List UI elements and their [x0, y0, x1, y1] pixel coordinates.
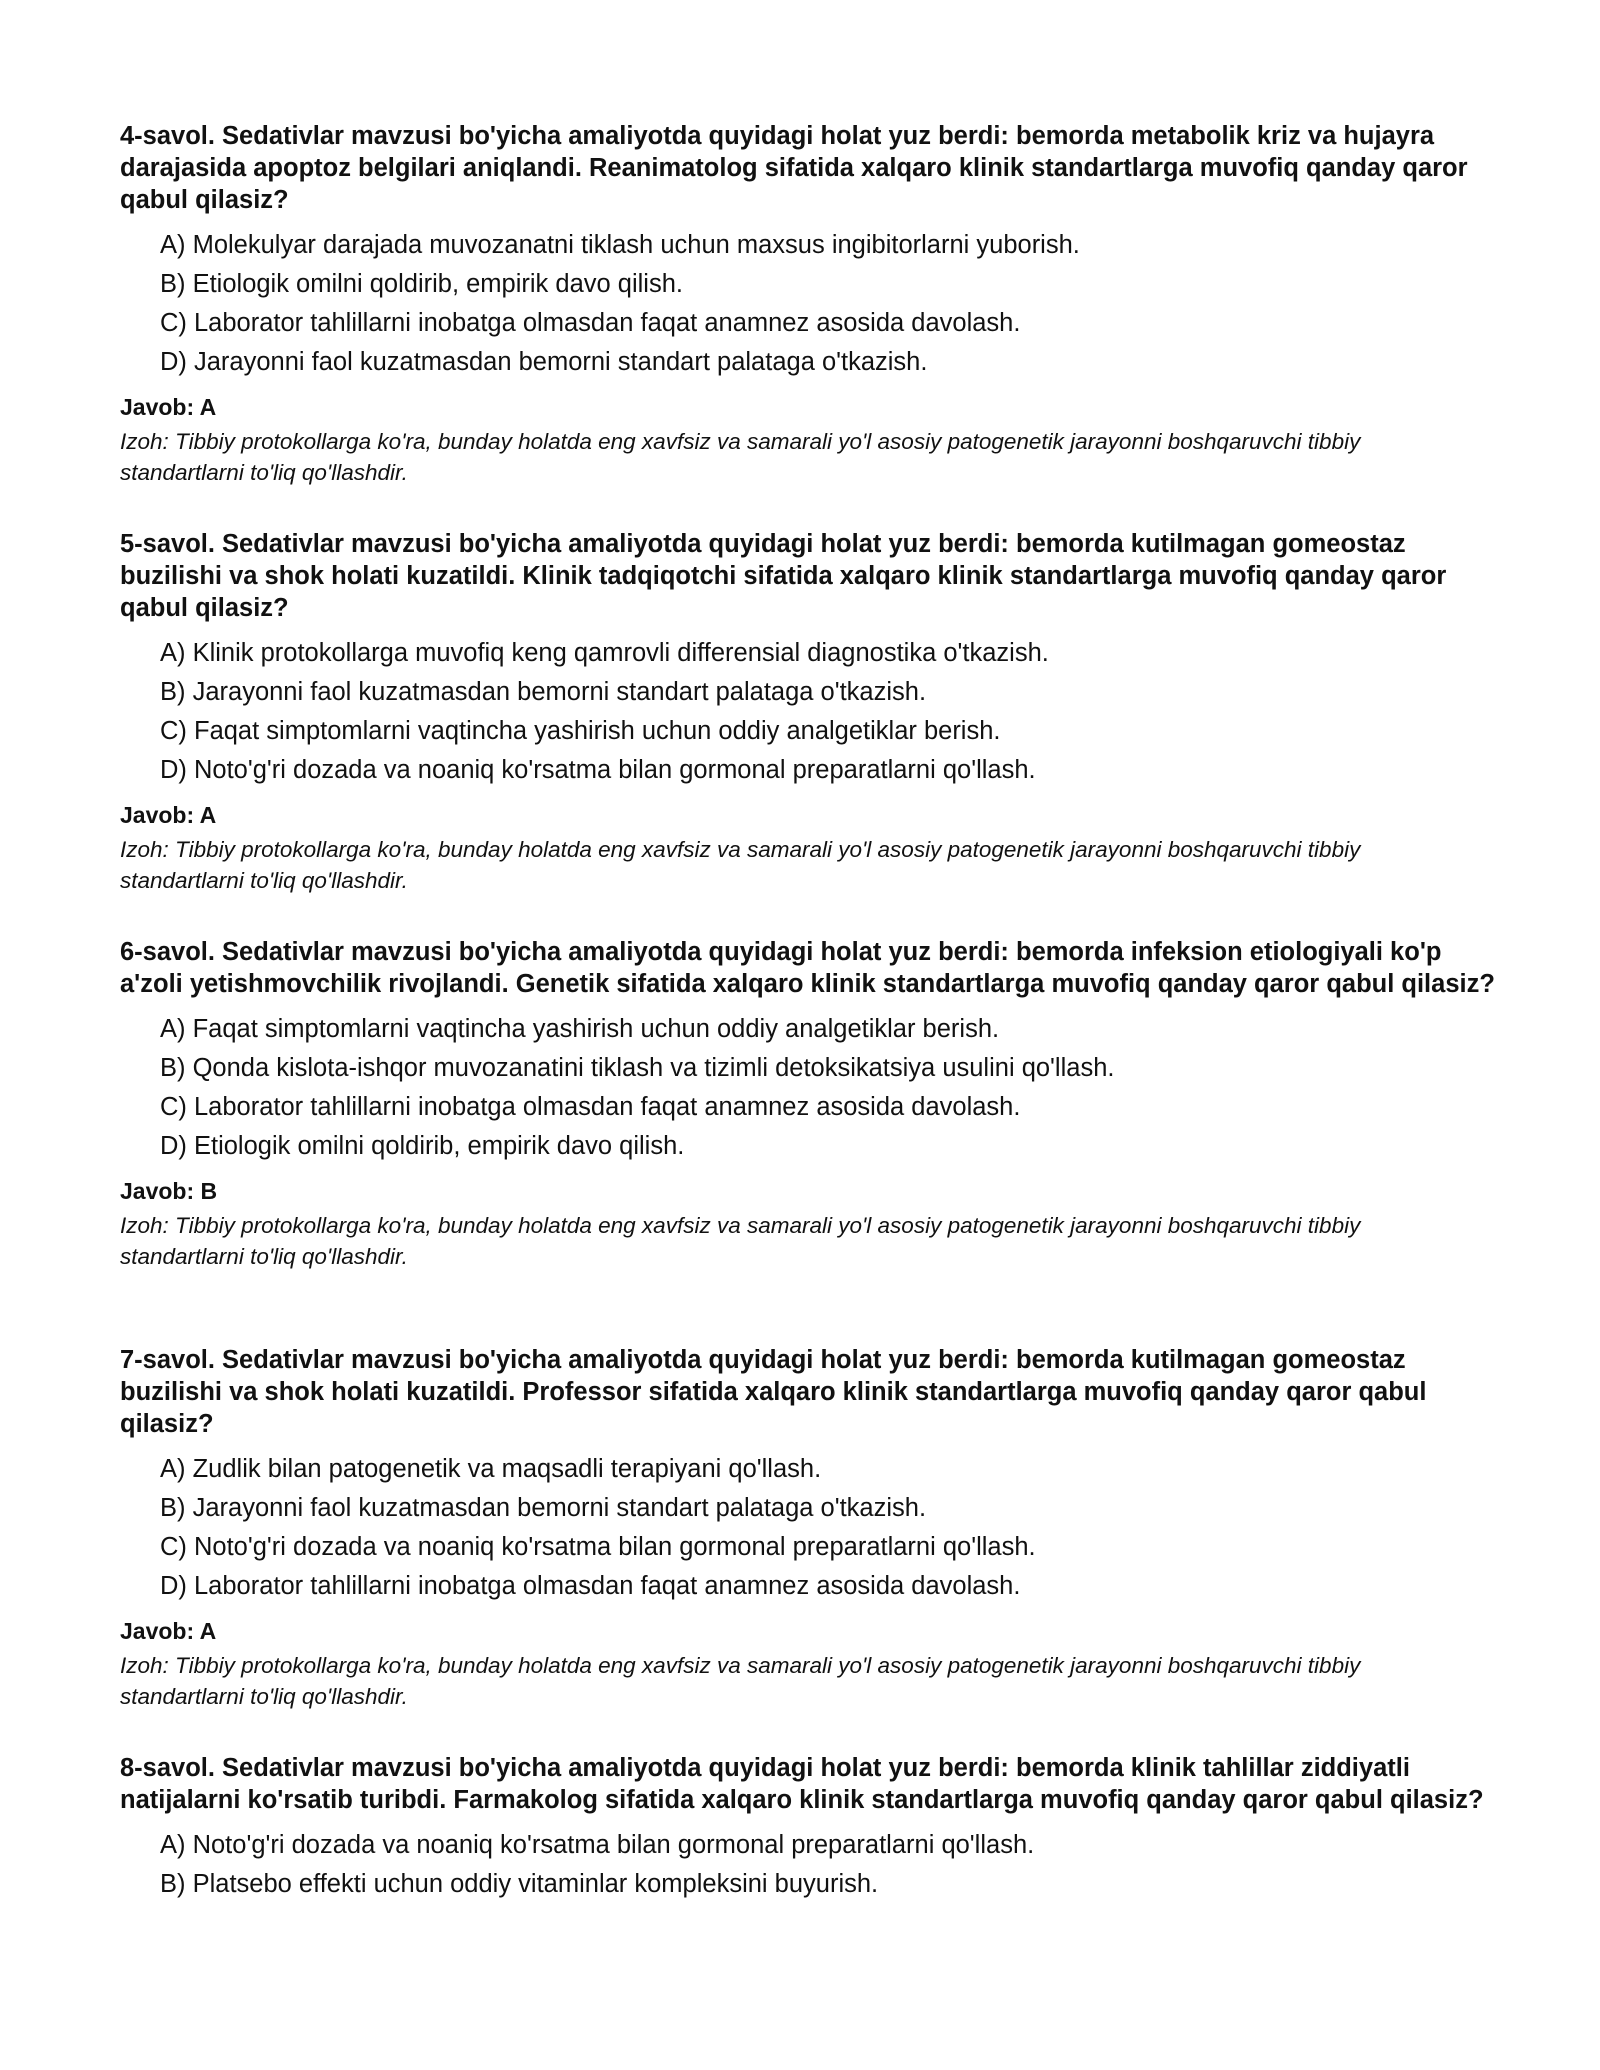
question-title: 6-savol. Sedativlar mavzusi bo'yicha amaliyotda quyidagi holat yuz berdi: bemorda infeksion etiologiyali ko'p a'zoli yetishmovchilik rivojlandi. Genetik sifatida xalqaro klinik standartlarga muvofiq qanday qaror qabul qilasiz? [120, 938, 1495, 998]
option-d: D) Noto'g'ri dozada va noaniq ko'rsatma bilan gormonal preparatlarni qo'llash. [160, 756, 1036, 784]
answer-label: Javob: A [120, 394, 217, 420]
option-d: D) Etiologik omilni qoldirib, empirik davo qilish. [160, 1132, 685, 1160]
options-list [160, 1450, 1500, 1606]
options-list [160, 226, 1500, 382]
answer-label: Javob: A [120, 802, 217, 828]
question-block [120, 1752, 1500, 1904]
question-block [120, 528, 1500, 896]
option-a: A) Molekulyar darajada muvozanatni tiklash uchun maxsus ingibitorlarni yuborish. [160, 231, 1080, 259]
option-c: C) Noto'g'ri dozada va noaniq ko'rsatma bilan gormonal preparatlarni qo'llash. [160, 1533, 1036, 1561]
option-c: C) Laborator tahlillarni inobatga olmasdan faqat anamnez asosida davolash. [160, 309, 1021, 337]
option-c: C) Faqat simptomlarni vaqtincha yashirish uchun oddiy analgetiklar berish. [160, 717, 1001, 745]
option-c: C) Laborator tahlillarni inobatga olmasdan faqat anamnez asosida davolash. [160, 1093, 1021, 1121]
options-list [160, 1010, 1500, 1166]
option-d: D) Jarayonni faol kuzatmasdan bemorni standart palataga o'tkazish. [160, 348, 928, 376]
question-block [120, 936, 1500, 1272]
option-b: B) Qonda kislota-ishqor muvozanatini tiklash va tizimli detoksikatsiya usulini qo'llash. [160, 1054, 1115, 1082]
option-a: A) Zudlik bilan patogenetik va maqsadli terapiyani qo'llash. [160, 1455, 822, 1483]
option-b: B) Jarayonni faol kuzatmasdan bemorni standart palataga o'tkazish. [160, 1494, 927, 1522]
option-b: B) Jarayonni faol kuzatmasdan bemorni standart palataga o'tkazish. [160, 678, 927, 706]
option-b: B) Platsebo effekti uchun oddiy vitaminlar kompleksini buyurish. [160, 1870, 879, 1898]
answer-label: Javob: B [120, 1178, 218, 1204]
question-title: 5-savol. Sedativlar mavzusi bo'yicha amaliyotda quyidagi holat yuz berdi: bemorda kutilmagan gomeostaz buzilishi va shok holati kuzatildi. Klinik tadqiqotchi sifatida xalqaro klinik standartlarga muvofiq qanday qaror qabul qilasiz? [120, 530, 1447, 622]
explanation-note: Izoh: Tibbiy protokollarga ko'ra, bunday holatda eng xavfsiz va samarali yo'l asosiy patogenetik jarayonni boshqaruvchi tibbiy standartlarni to'liq qo'llashdir. [120, 429, 1361, 485]
question-block [120, 1344, 1500, 1712]
explanation-note: Izoh: Tibbiy protokollarga ko'ra, bunday holatda eng xavfsiz va samarali yo'l asosiy patogenetik jarayonni boshqaruvchi tibbiy standartlarni to'liq qo'llashdir. [120, 1213, 1361, 1269]
question-title: 4-savol. Sedativlar mavzusi bo'yicha amaliyotda quyidagi holat yuz berdi: bemorda metabolik kriz va hujayra darajasida apoptoz belgilari aniqlandi. Reanimatolog sifatida xalqaro klinik standartlarga muvofiq qanday qaror qabul qilasiz? [120, 122, 1468, 214]
options-list [160, 634, 1500, 790]
option-b: B) Etiologik omilni qoldirib, empirik davo qilish. [160, 270, 683, 298]
question-title: 8-savol. Sedativlar mavzusi bo'yicha amaliyotda quyidagi holat yuz berdi: bemorda klinik tahlillar ziddiyatli natijalarni ko'rsatib turibdi. Farmakolog sifatida xalqaro klinik standartlarga muvofiq qanday qaror qabul qilasiz? [120, 1754, 1484, 1814]
option-a: A) Klinik protokollarga muvofiq keng qamrovli differensial diagnostika o'tkazish. [160, 639, 1049, 667]
explanation-note: Izoh: Tibbiy protokollarga ko'ra, bunday holatda eng xavfsiz va samarali yo'l asosiy patogenetik jarayonni boshqaruvchi tibbiy standartlarni to'liq qo'llashdir. [120, 1653, 1361, 1709]
option-a: A) Faqat simptomlarni vaqtincha yashirish uchun oddiy analgetiklar berish. [160, 1015, 1000, 1043]
explanation-note: Izoh: Tibbiy protokollarga ko'ra, bunday holatda eng xavfsiz va samarali yo'l asosiy patogenetik jarayonni boshqaruvchi tibbiy standartlarni to'liq qo'llashdir. [120, 837, 1361, 893]
question-title: 7-savol. Sedativlar mavzusi bo'yicha amaliyotda quyidagi holat yuz berdi: bemorda kutilmagan gomeostaz buzilishi va shok holati kuzatildi. Professor sifatida xalqaro klinik standartlarga muvofiq qanday qaror qabul qilasiz? [120, 1346, 1427, 1438]
option-a: A) Noto'g'ri dozada va noaniq ko'rsatma bilan gormonal preparatlarni qo'llash. [160, 1831, 1035, 1859]
question-block [120, 120, 1500, 488]
answer-label: Javob: A [120, 1618, 217, 1644]
options-list [160, 1826, 1500, 1904]
option-d: D) Laborator tahlillarni inobatga olmasdan faqat anamnez asosida davolash. [160, 1572, 1021, 1600]
